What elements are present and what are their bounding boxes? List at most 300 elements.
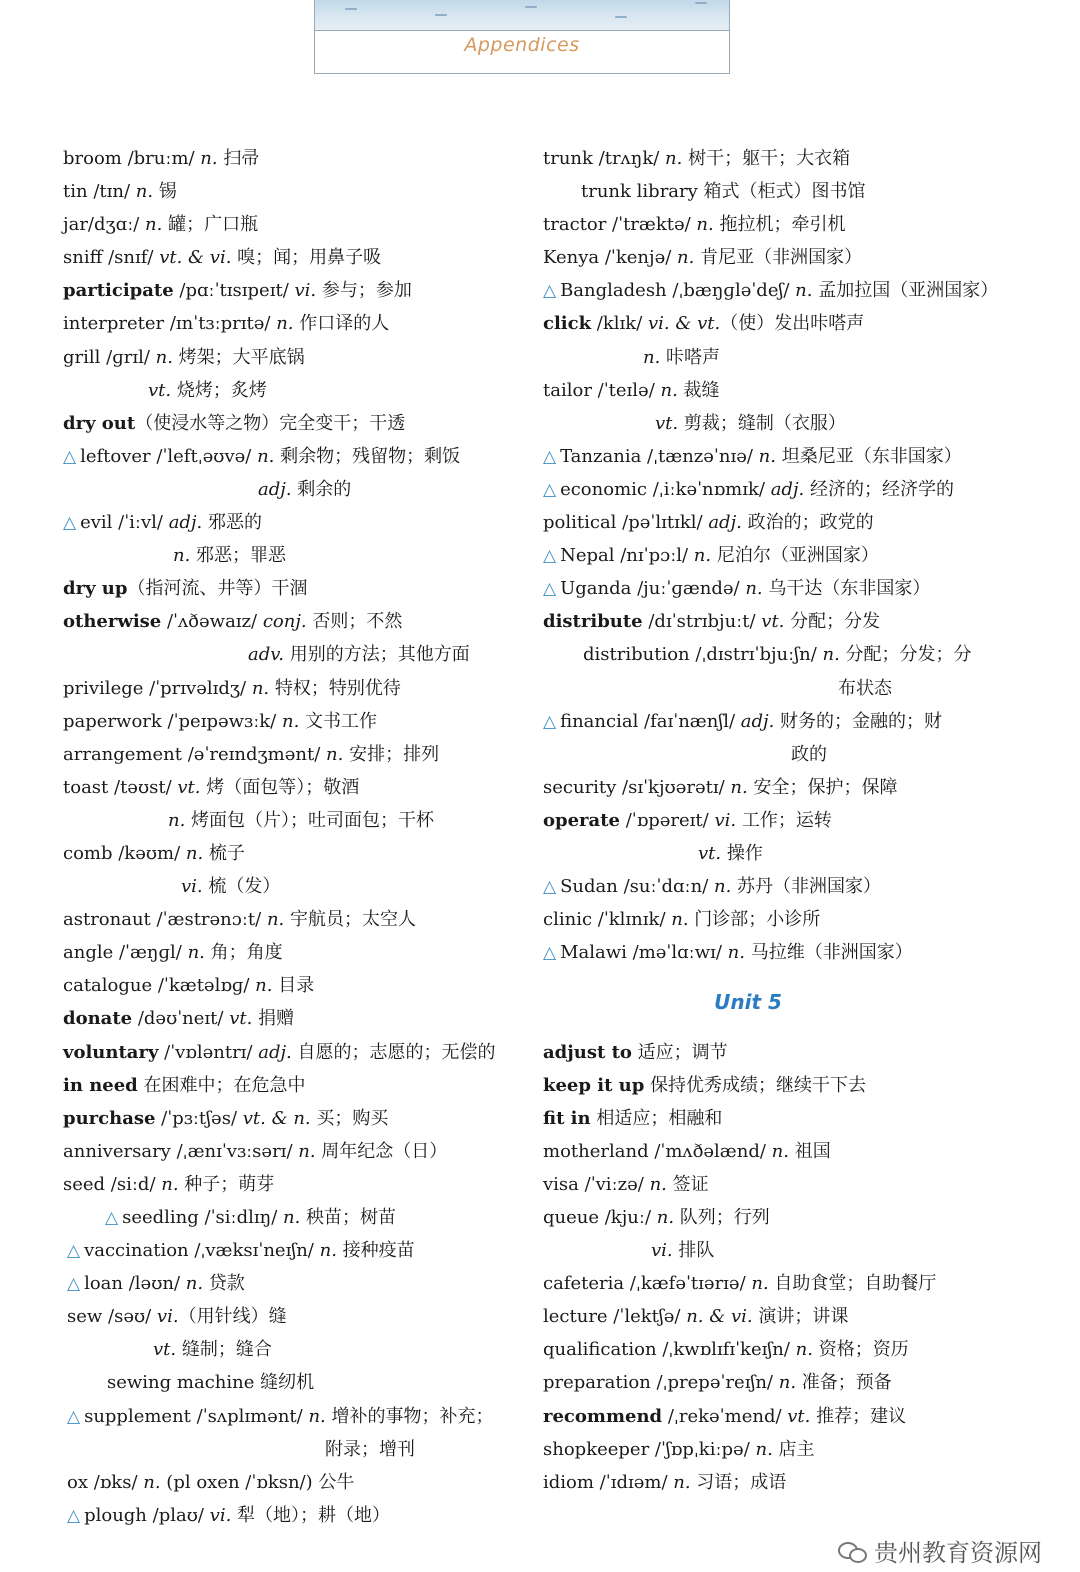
vocab-entry <box>63 1036 523 1069</box>
headword: dry up <box>63 578 128 600</box>
phonetic: /kjuː/ <box>599 1207 652 1228</box>
headword: plough <box>84 1504 147 1526</box>
phonetic: /ˌænɪˈvɜːsərɪ/ <box>170 1140 293 1162</box>
part-of-speech: n. <box>816 644 840 666</box>
definition: 梳子 <box>203 842 245 864</box>
headword: adjust to <box>543 1041 632 1063</box>
headword: Sudan <box>560 876 618 898</box>
headword: seed <box>63 1173 106 1195</box>
headword: angle <box>63 942 114 964</box>
definition: 自愿的；志愿的；无偿的 <box>291 1041 496 1063</box>
vocab-entry <box>543 374 1013 407</box>
vocab-entry <box>543 1267 1013 1300</box>
definition: （指河流、井等）干涸 <box>127 578 308 600</box>
vocab-entry <box>543 870 1013 903</box>
headword: operate <box>543 809 620 831</box>
phonetic: /ləʊn/ <box>123 1273 181 1295</box>
phonetic: /sɪˈkjʊərətɪ/ <box>616 776 725 798</box>
definition: （使浸水等之物）完全变干；干透 <box>135 412 406 434</box>
section-title: Appendices <box>464 34 580 56</box>
vocab-entry <box>63 407 523 440</box>
headword: preparation <box>543 1372 651 1394</box>
phonetic: /məˈlɑːwɪ/ <box>626 942 722 964</box>
definition: 烤架；大平底锅 <box>172 346 305 368</box>
definition: 周年纪念（日） <box>315 1140 448 1162</box>
definition: 相适应；相融和 <box>590 1107 723 1129</box>
phonetic: /ˌdɪstrɪˈbjuːʃn/ <box>689 644 817 666</box>
headword: fit in <box>543 1107 591 1129</box>
definition: 分配；分发 <box>784 611 881 633</box>
vocab-entry <box>543 1102 1013 1135</box>
vocab-entry <box>543 903 1013 936</box>
part-of-speech: vi. <box>708 809 737 831</box>
part-of-speech: adj. <box>162 512 203 534</box>
definition: 工作；运转 <box>736 809 832 831</box>
definition: 贷款 <box>203 1273 245 1295</box>
definition: （用针线）缝 <box>178 1306 287 1328</box>
vocab-entry <box>63 473 523 506</box>
part-of-speech: vt. <box>148 379 172 401</box>
headword: queue <box>543 1207 600 1228</box>
definition: 宇航员；太空人 <box>284 909 416 931</box>
phonetic: /təʊst/ <box>108 776 172 798</box>
phonetic: /dɪˈstrɪbjuːt/ <box>642 611 756 633</box>
definition: 剩余的 <box>291 478 352 500</box>
vocab-entry <box>543 274 1013 307</box>
definition: 文书工作 <box>299 710 378 732</box>
phonetic: /dʒɑː/ <box>87 214 140 236</box>
definition: 秧苗；树苗 <box>300 1207 397 1228</box>
headword: visa <box>543 1173 579 1195</box>
part-of-speech: n. <box>773 1372 797 1394</box>
headword: Kenya <box>543 247 600 269</box>
vocab-entry <box>63 870 523 903</box>
part-of-speech: n. <box>270 313 294 335</box>
part-of-speech: vi. <box>203 1504 232 1526</box>
headword: tractor <box>543 214 607 236</box>
part-of-speech: n. <box>149 346 173 368</box>
part-of-speech: vi. <box>151 1306 179 1328</box>
part-of-speech: n. <box>789 280 813 302</box>
headword: security <box>543 776 617 798</box>
phonetic: /ˌkæfəˈtɪərɪə/ <box>624 1273 746 1295</box>
vocab-entry <box>63 1267 523 1300</box>
part-of-speech: n. <box>745 1273 769 1295</box>
phonetic: /ˈvɒləntrɪ/ <box>158 1041 253 1063</box>
vocab-entry <box>63 307 523 340</box>
headword: participate <box>63 280 174 302</box>
headword: donate <box>63 1008 133 1030</box>
vocab-entry <box>543 142 1013 175</box>
vocab-entry <box>543 1466 1013 1499</box>
definition: 布状态 <box>838 677 892 699</box>
definition: 政的 <box>791 743 827 765</box>
part-of-speech: n. <box>249 975 273 997</box>
definition: 烤（面包等）；敬酒 <box>200 776 360 798</box>
headword: trunk <box>543 148 593 169</box>
triangle-marker-icon: △ <box>543 579 557 600</box>
part-of-speech: n. <box>654 379 678 401</box>
part-of-speech: adj. <box>764 478 805 500</box>
definition: 保持优秀成绩；继续干下去 <box>644 1074 867 1096</box>
part-of-speech: n. <box>251 445 275 467</box>
definition: 马拉维（非洲国家） <box>744 942 913 964</box>
part-of-speech: n. <box>302 1405 326 1427</box>
phonetic: /kəʊm/ <box>112 842 181 864</box>
part-of-speech: vt. <box>698 842 722 864</box>
definition: 接种疫苗 <box>336 1240 415 1262</box>
phonetic: /ˌtænzəˈnɪə/ <box>641 445 753 467</box>
vocab-entry <box>63 208 523 241</box>
part-of-speech: n. <box>276 710 300 732</box>
definition: 孟加拉国（亚洲国家） <box>812 280 999 302</box>
phonetic: /ˈiːvl/ <box>112 512 163 534</box>
vocab-entry <box>543 605 1013 638</box>
definition: 苏丹（非洲国家） <box>731 876 882 898</box>
definition: 种子；萌芽 <box>178 1173 275 1195</box>
part-of-speech: n. & vi. <box>680 1306 753 1328</box>
part-of-speech: n. <box>168 809 186 831</box>
definition: 增补的事物；补充； <box>325 1405 494 1427</box>
phonetic: /ˈɒpəreɪt/ <box>619 809 709 831</box>
vocab-entry <box>543 473 1013 506</box>
part-of-speech: n. <box>130 181 154 203</box>
headword: sniff <box>63 247 103 269</box>
definition: 肯尼亚（非洲国家） <box>694 247 863 269</box>
headword: paperwork <box>63 710 162 732</box>
vocab-entry <box>63 142 523 175</box>
watermark <box>838 1533 1042 1568</box>
vocab-entry <box>543 241 1013 274</box>
definition: 经济的；经济学的 <box>804 478 954 500</box>
headword: sew <box>67 1306 103 1328</box>
vocab-entry <box>63 638 523 671</box>
definition: 罐；广口瓶 <box>162 214 259 236</box>
vocab-entry <box>63 506 523 539</box>
part-of-speech: adj. <box>735 710 775 732</box>
headword: tailor <box>543 379 592 401</box>
definition: (pl oxen /ˈɒksn/) 公牛 <box>160 1471 355 1493</box>
headword: purchase <box>63 1107 156 1129</box>
vocab-entry <box>543 208 1013 241</box>
definition: 签证 <box>666 1173 709 1195</box>
phonetic: /pɑːˈtɪsɪpeɪt/ <box>173 280 289 302</box>
vocab-entry <box>63 1201 523 1234</box>
vocab-entry <box>63 1168 523 1201</box>
part-of-speech: n. <box>789 1339 813 1361</box>
part-of-speech: vt. <box>655 412 679 434</box>
headword: interpreter <box>63 313 165 335</box>
phonetic: /snɪf/ <box>102 247 154 269</box>
part-of-speech: n. <box>320 743 344 765</box>
headword: comb <box>63 842 113 864</box>
phonetic: /ˈsʌplɪmənt/ <box>190 1405 303 1427</box>
headword: in need <box>63 1074 138 1096</box>
definition: 作口译的人 <box>293 313 390 335</box>
triangle-marker-icon: △ <box>67 1406 81 1427</box>
vocab-entry <box>63 1002 523 1035</box>
part-of-speech: vt. <box>171 776 201 798</box>
part-of-speech: n. <box>277 1207 301 1228</box>
vocab-entry <box>63 1366 523 1399</box>
vocab-entry <box>63 175 523 208</box>
vocab-entry <box>63 738 523 771</box>
part-of-speech: n. <box>155 1173 179 1195</box>
phonetic: /ˈleftˌəʊvə/ <box>150 445 252 467</box>
phonetic: /ˈmʌðəlænd/ <box>648 1140 766 1162</box>
phonetic: /ˈsiːdlɪŋ/ <box>198 1207 278 1228</box>
definition: 政治的；政党的 <box>741 512 874 534</box>
vocab-entry <box>543 738 1013 771</box>
vocab-entry <box>543 175 1013 208</box>
definition: 锡 <box>153 181 177 203</box>
vocab-entry <box>63 804 523 837</box>
part-of-speech: vt. <box>755 611 785 633</box>
vocab-entry <box>63 837 523 870</box>
part-of-speech: n. <box>749 1438 773 1460</box>
headword: clinic <box>543 909 593 931</box>
vocab-entry <box>63 1102 523 1135</box>
definition: 用别的方法；其他方面 <box>284 644 470 666</box>
part-of-speech: n. <box>180 1273 204 1295</box>
vocab-entry <box>63 274 523 307</box>
part-of-speech: n. <box>181 942 205 964</box>
headword: dry out <box>63 412 136 434</box>
part-of-speech: vi. <box>651 1240 673 1262</box>
definition: 祖国 <box>788 1140 831 1162</box>
phonetic: /ˈpeɪpəwɜːk/ <box>161 710 277 732</box>
phonetic: /klɪk/ <box>591 313 643 335</box>
headword: catalogue <box>63 975 153 997</box>
headword: distribute <box>543 611 643 633</box>
part-of-speech: n. <box>708 876 732 898</box>
definition: 乌干达（东非国家） <box>762 578 931 600</box>
phonetic: /tɪn/ <box>87 181 131 203</box>
vocab-entry <box>543 1366 1013 1399</box>
definition: 缝纫机 <box>254 1372 315 1394</box>
headword: Malawi <box>560 942 627 964</box>
part-of-speech: n. <box>313 1240 337 1262</box>
headword: lecture <box>543 1306 608 1328</box>
phonetic: /ˈteɪlə/ <box>591 379 655 401</box>
part-of-speech: vi. & vt. <box>642 313 721 335</box>
headword: Nepal <box>560 545 615 567</box>
definition: （使）发出咔嗒声 <box>720 313 865 335</box>
headword: evil <box>80 512 113 534</box>
part-of-speech: n. <box>671 247 695 269</box>
definition: 箱式（柜式）图书馆 <box>697 181 866 203</box>
right-column <box>543 142 1013 1499</box>
phonetic: /ˈæŋɡl/ <box>113 942 182 964</box>
triangle-marker-icon: △ <box>543 711 557 732</box>
definition: 准备；预备 <box>796 1372 892 1394</box>
part-of-speech: adj. <box>702 512 742 534</box>
definition: 资格；资历 <box>812 1339 909 1361</box>
appendices-header <box>314 0 730 74</box>
phonetic: /ˌvæksɪˈneɪʃn/ <box>188 1240 314 1262</box>
part-of-speech: n. <box>261 909 285 931</box>
headword: privilege <box>63 677 144 699</box>
vocab-entry <box>63 440 523 473</box>
definition: 店主 <box>772 1438 815 1460</box>
part-of-speech: n. <box>765 1140 789 1162</box>
definition: 缝制；缝合 <box>176 1339 272 1361</box>
vocab-entry <box>543 672 1013 705</box>
definition: 裁缝 <box>677 379 720 401</box>
vocab-entry <box>63 1433 523 1466</box>
vocab-entry <box>63 672 523 705</box>
triangle-marker-icon: △ <box>63 446 77 467</box>
vocab-entry <box>63 1234 523 1267</box>
headword: broom <box>63 148 122 169</box>
vocab-entry <box>543 539 1013 572</box>
vocab-entry <box>543 440 1013 473</box>
part-of-speech: n. <box>194 148 218 169</box>
part-of-speech: n. <box>139 214 163 236</box>
part-of-speech: vt. <box>223 1008 253 1030</box>
part-of-speech: n. <box>643 1173 667 1195</box>
vocab-entry <box>543 1234 1013 1267</box>
headword: voluntary <box>63 1041 159 1063</box>
part-of-speech: n. <box>665 909 689 931</box>
definition: 队列；行列 <box>674 1207 770 1228</box>
vocab-entry <box>63 605 523 638</box>
headword: loan <box>84 1273 123 1295</box>
headword: shopkeeper <box>543 1438 650 1460</box>
headword: Bangladesh <box>560 280 667 302</box>
vocab-entry <box>63 969 523 1002</box>
vocab-entry <box>543 638 1013 671</box>
phonetic: /ˌkwɒlɪfɪˈkeɪʃn/ <box>656 1339 790 1361</box>
vocab-entry <box>63 936 523 969</box>
definition: 剪裁；缝制（衣服） <box>678 412 846 434</box>
part-of-speech: n. <box>246 677 270 699</box>
left-column <box>63 142 523 1532</box>
vocab-entry <box>543 1433 1013 1466</box>
headword: seedling <box>122 1207 199 1228</box>
headword: tin <box>63 181 88 203</box>
phonetic: /juːˈɡændə/ <box>631 578 740 600</box>
part-of-speech: n. <box>292 1140 316 1162</box>
definition: 自助食堂；自助餐厅 <box>768 1273 937 1295</box>
phonetic: /nɪˈpɔːl/ <box>614 545 689 567</box>
part-of-speech: adj. <box>258 478 292 500</box>
definition: 习语；成语 <box>690 1471 787 1493</box>
part-of-speech: n. <box>643 346 661 368</box>
phonetic: /ˈviːzə/ <box>578 1173 644 1195</box>
vocab-entry <box>543 1400 1013 1433</box>
vocab-entry <box>543 572 1013 605</box>
vocab-entry <box>63 374 523 407</box>
phonetic: /ˈprɪvəlɪdʒ/ <box>143 677 247 699</box>
definition: 捐赠 <box>252 1008 295 1030</box>
definition: 烧烤；炙烤 <box>171 379 267 401</box>
vocab-entry <box>543 705 1013 738</box>
definition: 尼泊尔（亚洲国家） <box>711 545 879 567</box>
phonetic: /ˈɪdɪəm/ <box>593 1471 668 1493</box>
definition: 在困难中；在危急中 <box>137 1074 306 1096</box>
headword: keep it up <box>543 1074 645 1096</box>
vocab-entry <box>63 1333 523 1366</box>
headword: ox <box>67 1471 88 1493</box>
definition: 坦桑尼亚（东非国家） <box>776 445 962 467</box>
definition: 特权；特别优待 <box>269 677 401 699</box>
part-of-speech: n. <box>667 1471 691 1493</box>
headword: sewing machine <box>107 1372 255 1394</box>
definition: 门诊部；小诊所 <box>688 909 821 931</box>
headword: cafeteria <box>543 1273 625 1295</box>
vocab-entry <box>543 341 1013 374</box>
headword: idiom <box>543 1471 594 1493</box>
headword: jar <box>63 214 88 236</box>
headword: recommend <box>543 1405 663 1427</box>
headword: click <box>543 313 592 335</box>
unit-heading: Unit 5 <box>714 990 782 1015</box>
vocab-entry <box>543 771 1013 804</box>
headword: trunk library <box>581 181 698 203</box>
vocab-entry <box>63 1400 523 1433</box>
part-of-speech: conj. <box>257 611 307 633</box>
definition: 操作 <box>721 842 763 864</box>
phonetic: /ˌrekəˈmend/ <box>662 1405 782 1427</box>
part-of-speech: vt. & n. <box>237 1107 311 1129</box>
vocab-entry <box>543 936 1013 969</box>
phonetic: /bruːm/ <box>121 148 195 169</box>
definition: 烤面包（片）；吐司面包；干杯 <box>185 809 435 831</box>
part-of-speech: n. <box>752 445 776 467</box>
vocab-entry <box>63 1466 523 1499</box>
watermark-text: 贵州教育资源网 <box>874 1539 1042 1567</box>
phonetic: /ˌprepəˈreɪʃn/ <box>650 1372 773 1394</box>
headword: economic <box>560 478 647 500</box>
definition: 扫帚 <box>217 148 260 169</box>
part-of-speech: vt. <box>153 1339 177 1361</box>
phonetic: /dəʊˈneɪt/ <box>132 1008 224 1030</box>
definition: 拖拉机；牵引机 <box>713 214 846 236</box>
triangle-marker-icon: △ <box>543 479 557 500</box>
triangle-marker-icon: △ <box>63 513 77 534</box>
phonetic: /plaʊ/ <box>146 1504 204 1526</box>
headword: Tanzania <box>560 445 642 467</box>
definition: 嗅；闻；用鼻子吸 <box>231 247 382 269</box>
phonetic: /ɒks/ <box>88 1471 138 1493</box>
triangle-marker-icon: △ <box>543 281 557 302</box>
definition: 安排；排列 <box>343 743 440 765</box>
vocab-entry <box>63 1135 523 1168</box>
part-of-speech: n. <box>651 1207 675 1228</box>
vocab-entry <box>543 1201 1013 1234</box>
definition: 咔嗒声 <box>660 346 721 368</box>
triangle-marker-icon: △ <box>67 1241 81 1262</box>
vocab-entry <box>543 1333 1013 1366</box>
phonetic: /ˌiːkəˈnɒmɪk/ <box>646 478 765 500</box>
phonetic: /əˈreɪndʒmənt/ <box>182 743 321 765</box>
phonetic: /ˈæstrənɔːt/ <box>150 909 262 931</box>
part-of-speech: vt. & vi. <box>153 247 232 269</box>
phonetic: /ˈlektʃə/ <box>607 1306 681 1328</box>
vocab-entry <box>543 307 1013 340</box>
part-of-speech: vt. <box>781 1405 811 1427</box>
part-of-speech: n. <box>721 942 745 964</box>
part-of-speech: n. <box>724 776 748 798</box>
phonetic: /faɪˈnænʃl/ <box>638 710 736 732</box>
definition: 附录；增刊 <box>325 1438 415 1460</box>
definition: 适应；调节 <box>631 1041 728 1063</box>
phonetic: /ˈpɜːtʃəs/ <box>155 1107 238 1129</box>
headword: vaccination <box>84 1240 189 1262</box>
vocab-entry <box>543 1036 1013 1069</box>
triangle-marker-icon: △ <box>543 546 557 567</box>
